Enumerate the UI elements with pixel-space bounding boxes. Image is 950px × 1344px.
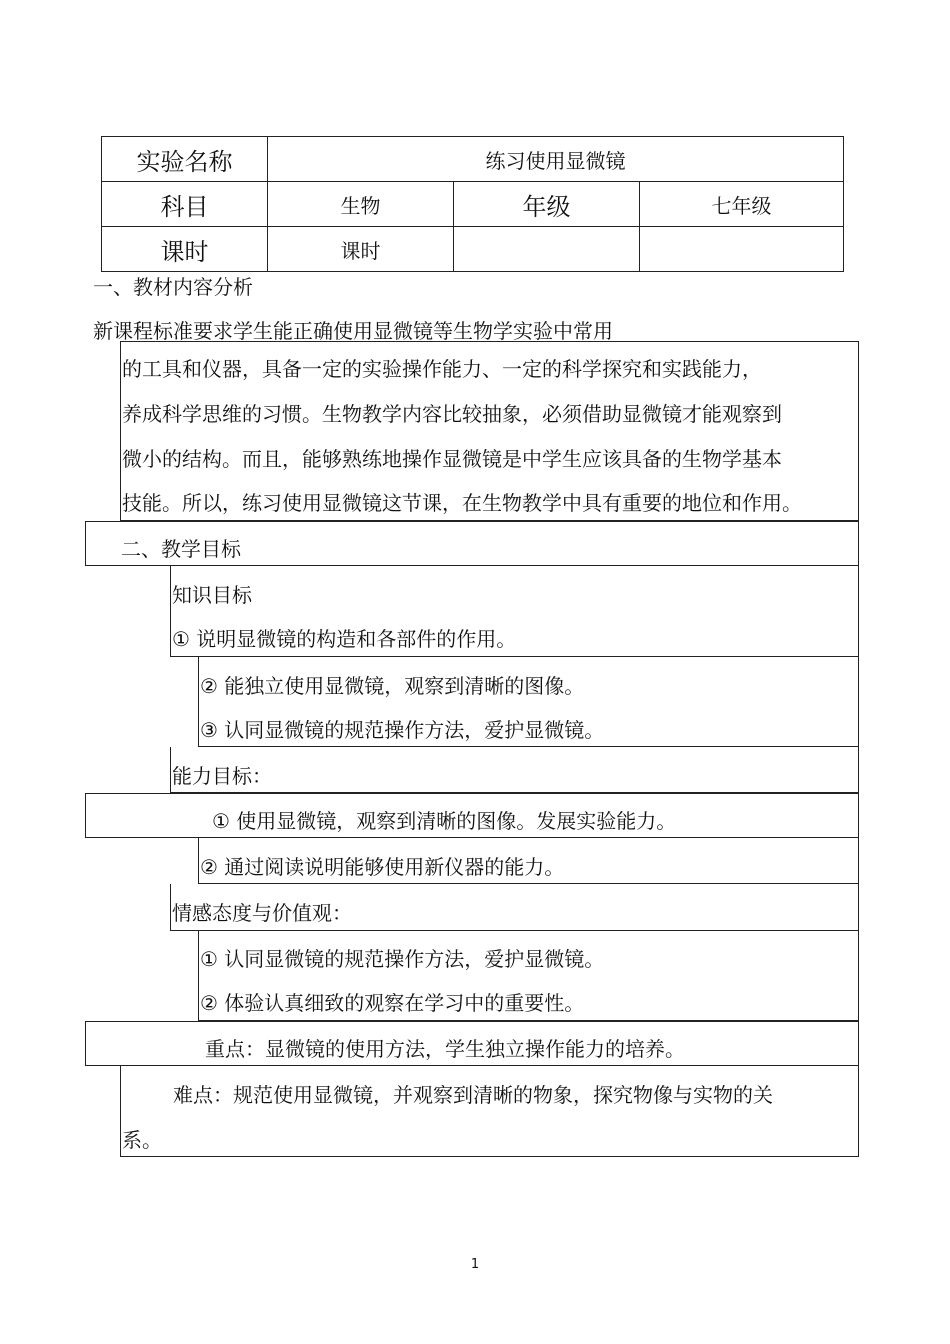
paragraph-line: 的工具和仪器，具备一定的实验操作能力、一定的科学探究和实践能力， [122,357,762,381]
grade-value: 七年级 [640,182,844,227]
paragraph-line: 技能。所以，练习使用显微镜这节课，在生物教学中具有重要的地位和作用。 [122,491,802,515]
knowledge-item: ① 说明显微镜的构造和各部件的作用。 [172,627,517,651]
paragraph-line: 微小的结构。而且，能够熟练地操作显微镜是中学生应该具备的生物学基本 [122,447,782,471]
paragraph-line: 新课程标准要求学生能正确使用显微镜等生物学实验中常用 [93,319,613,343]
grade-label: 年级 [454,182,640,227]
subject-value: 生物 [268,182,454,227]
ability-item: ② 通过阅读说明能够使用新仪器的能力。 [200,855,565,879]
ability-title: 能力目标： [172,764,272,788]
subject-label: 科目 [102,182,268,227]
section1-heading: 一、教材内容分析 [93,275,253,299]
section2-heading: 二、教学目标 [121,537,241,561]
emotion-title: 情感态度与价值观： [172,901,352,925]
emotion-item: ② 体验认真细致的观察在学习中的重要性。 [200,991,585,1015]
knowledge-item: ③ 认同显微镜的规范操作方法，爱护显微镜。 [200,718,605,742]
info-table [101,136,844,272]
class-hours-label: 课时 [102,227,268,272]
ability-item: ① 使用显微镜，观察到清晰的图像。发展实验能力。 [212,809,677,833]
table-row [102,182,844,227]
experiment-name-value: 练习使用显微镜 [268,137,844,182]
table-row [102,227,844,272]
class-hours-value: 课时 [268,227,454,272]
experiment-name-label: 实验名称 [102,137,268,182]
paragraph-line: 养成科学思维的习惯。生物教学内容比较抽象，必须借助显微镜才能观察到 [122,402,782,426]
table-cell-empty [454,227,640,272]
page-number: 1 [470,1257,480,1272]
difficulty-line: 难点：规范使用显微镜，并观察到清晰的物象，探究物像与实物的关 [173,1083,773,1107]
difficulty-box [120,1066,859,1157]
table-row [102,137,844,182]
emotion-item: ① 认同显微镜的规范操作方法，爱护显微镜。 [200,947,605,971]
key-point: 重点：显微镜的使用方法，学生独立操作能力的培养。 [205,1037,685,1061]
table-cell-empty [640,227,844,272]
difficulty-line: 系。 [122,1128,162,1152]
ability-title-box [170,747,859,793]
knowledge-item: ② 能独立使用显微镜，观察到清晰的图像。 [200,674,585,698]
knowledge-title: 知识目标 [172,583,252,607]
